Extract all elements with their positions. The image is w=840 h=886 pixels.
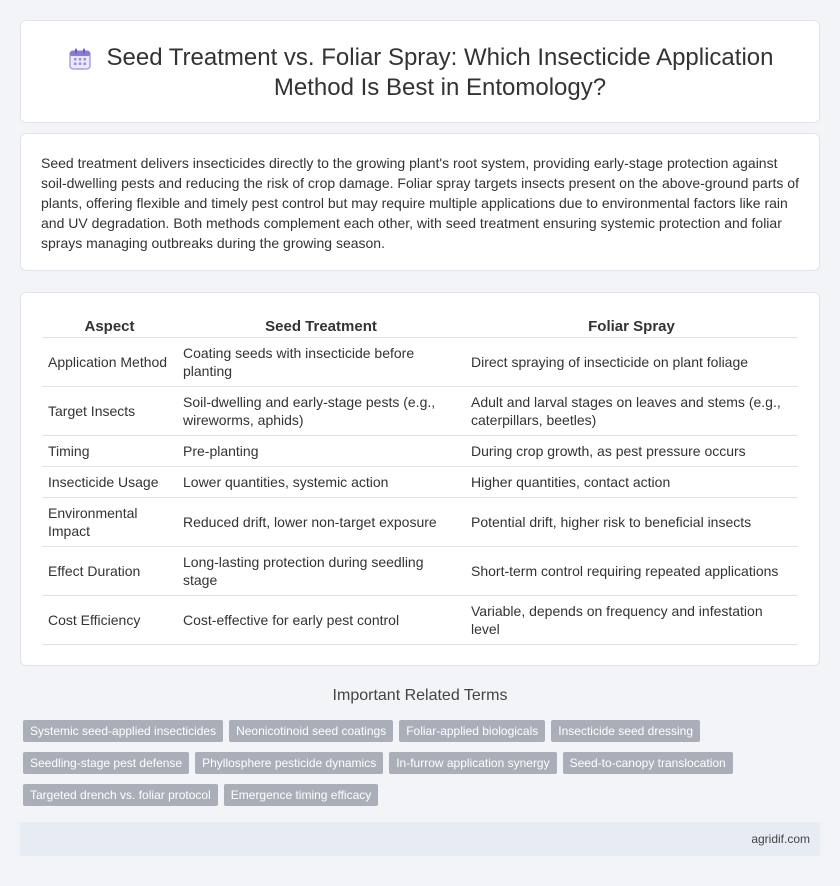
- column-header-foliar-spray: Foliar Spray: [465, 314, 798, 338]
- related-terms-list: [23, 720, 823, 806]
- cell-aspect: Insecticide Usage: [42, 467, 177, 498]
- related-term-tag[interactable]: Systemic seed-applied insecticides: [23, 720, 223, 742]
- related-terms-heading: Important Related Terms: [332, 687, 508, 704]
- column-header-aspect: Aspect: [42, 314, 177, 338]
- table-row: [42, 338, 798, 387]
- cell-foliar-spray: Short-term control requiring repeated applications: [465, 547, 798, 596]
- related-term-tag[interactable]: Targeted drench vs. foliar protocol: [23, 784, 218, 806]
- related-term-tag[interactable]: Foliar-applied biologicals: [399, 720, 545, 742]
- table-row: [42, 547, 798, 596]
- table-row: [42, 436, 798, 467]
- site-link[interactable]: agridif.com: [751, 832, 810, 846]
- cell-seed-treatment: Long-lasting protection during seedling stage: [177, 547, 465, 596]
- related-term-tag[interactable]: Emergence timing efficacy: [224, 784, 379, 806]
- table-row: [42, 596, 798, 645]
- cell-aspect: Cost Efficiency: [42, 596, 177, 645]
- cell-foliar-spray: During crop growth, as pest pressure occurs: [465, 436, 798, 467]
- related-term-tag[interactable]: Insecticide seed dressing: [551, 720, 700, 742]
- cell-aspect: Timing: [42, 436, 177, 467]
- cell-aspect: Environmental Impact: [42, 498, 177, 547]
- cell-seed-treatment: Soil-dwelling and early-stage pests (e.g., wireworms, aphids): [177, 387, 465, 436]
- cell-foliar-spray: Variable, depends on frequency and infestation level: [465, 596, 798, 645]
- summary-paragraph: Seed treatment delivers insecticides directly to the growing plant's root system, providing early-stage protection against soil-dwelling pests and reducing the risk of crop damage. Foliar spray targets insects present on the above-ground parts of plants, offering flexible and timely pest control but may require multiple applications due to environmental factors like rain and UV degradation. Both methods complement each other, with seed treatment ensuring systemic protection and foliar sprays managing outbreaks during the growing season.: [41, 155, 799, 251]
- table-header-row: [42, 314, 798, 338]
- cell-foliar-spray: Higher quantities, contact action: [465, 467, 798, 498]
- cell-aspect: Effect Duration: [42, 547, 177, 596]
- table-row: [42, 498, 798, 547]
- cell-foliar-spray: Potential drift, higher risk to beneficial insects: [465, 498, 798, 547]
- cell-seed-treatment: Reduced drift, lower non-target exposure: [177, 498, 465, 547]
- related-term-tag[interactable]: In-furrow application synergy: [389, 752, 556, 774]
- cell-seed-treatment: Coating seeds with insecticide before planting: [177, 338, 465, 387]
- cell-seed-treatment: Pre-planting: [177, 436, 465, 467]
- footer: [20, 822, 820, 856]
- cell-aspect: Target Insects: [42, 387, 177, 436]
- related-term-tag[interactable]: Phyllosphere pesticide dynamics: [195, 752, 383, 774]
- table-row: [42, 387, 798, 436]
- column-header-seed-treatment: Seed Treatment: [177, 314, 465, 338]
- cell-aspect: Application Method: [42, 338, 177, 387]
- table-row: [42, 467, 798, 498]
- cell-seed-treatment: Lower quantities, systemic action: [177, 467, 465, 498]
- related-term-tag[interactable]: Seedling-stage pest defense: [23, 752, 189, 774]
- comparison-table-card: [20, 292, 820, 666]
- cell-foliar-spray: Direct spraying of insecticide on plant foliage: [465, 338, 798, 387]
- cell-foliar-spray: Adult and larval stages on leaves and stems (e.g., caterpillars, beetles): [465, 387, 798, 436]
- related-term-tag[interactable]: Seed-to-canopy translocation: [563, 752, 733, 774]
- related-term-tag[interactable]: Neonicotinoid seed coatings: [229, 720, 393, 742]
- title-card: [20, 20, 820, 123]
- page-title: Seed Treatment vs. Foliar Spray: Which Insecticide Application Method Is Best in Entomology?: [106, 44, 774, 101]
- comparison-table: [42, 314, 798, 645]
- summary-card: [20, 133, 820, 271]
- cell-seed-treatment: Cost-effective for early pest control: [177, 596, 465, 645]
